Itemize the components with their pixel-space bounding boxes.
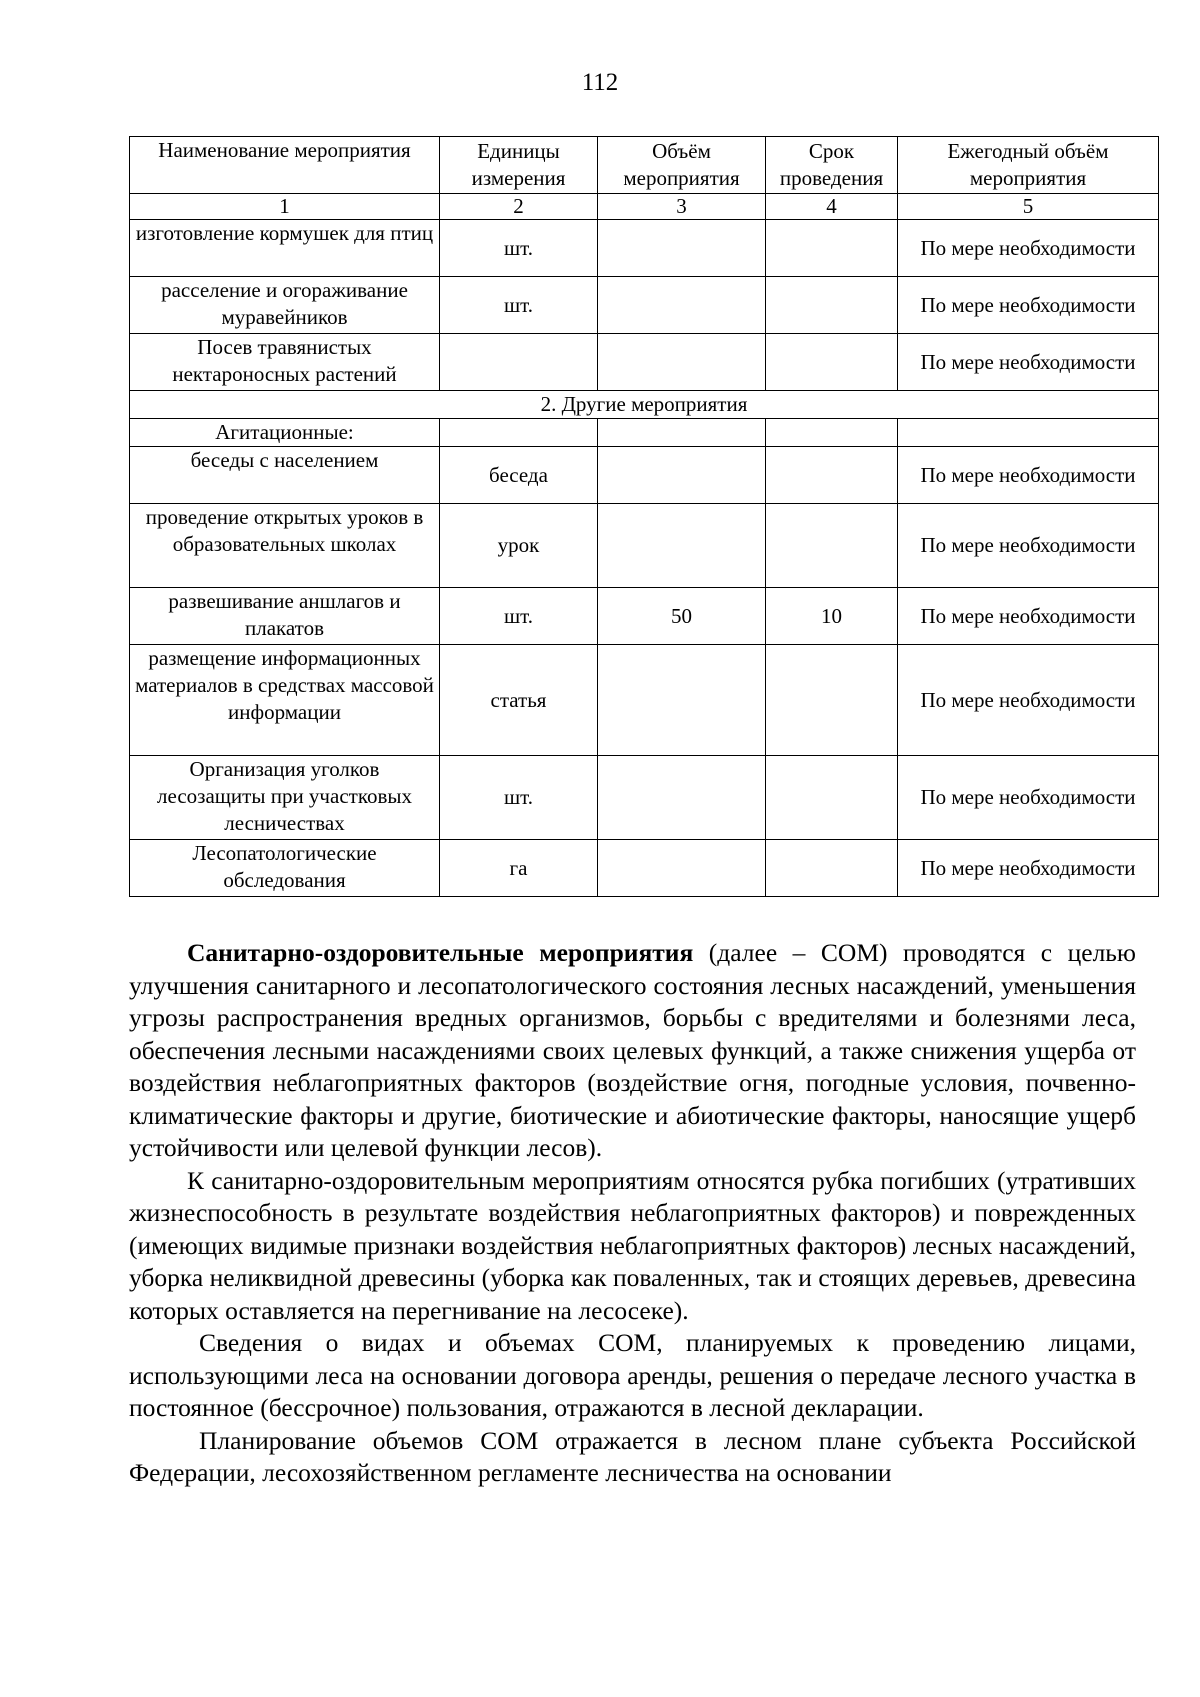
row-term	[766, 334, 898, 391]
row-volume	[598, 504, 766, 588]
table-header-row	[130, 137, 1159, 194]
row-volume	[598, 277, 766, 334]
table-row	[130, 277, 1159, 334]
row-name: проведение открытых уроков в образовательных школах	[130, 504, 440, 588]
row-term	[766, 220, 898, 277]
page-number: 112	[581, 69, 619, 96]
row-term	[766, 840, 898, 897]
row-name: Лесопатологические обследования	[130, 840, 440, 897]
section-row	[130, 391, 1159, 419]
column-numbers-row	[130, 194, 1159, 220]
table-row	[130, 588, 1159, 645]
column-number: 1	[130, 194, 440, 220]
row-annual: По мере необходимости	[898, 504, 1159, 588]
row-term	[766, 504, 898, 588]
row-name: расселение и огораживание муравейников	[130, 277, 440, 334]
paragraph-som-planning: Планирование объемов СОМ отражается в лесном плане субъекта Российской Федерации, лесохозяйственном регламенте лесничества на основании	[129, 1425, 1136, 1487]
paragraph-text: (далее – СОМ) проводятся с целью улучшения санитарного и лесопатологического состояния лесных насаждений, уменьшения угрозы распространения вредных организмов, борьбы с вредителями и болезнями леса, обеспечения лесными насаждениями своих целевых функций, а также снижения ущерба от воздействия неблагоприятных факторов (воздействие огня, погодные условия, почвенно-климатические факторы и другие, биотические и абиотические факторы, наносящие ущерб устойчивости или целевой функции лесов).	[129, 938, 1136, 1162]
table-row	[130, 447, 1159, 504]
column-number: 5	[898, 194, 1159, 220]
row-name: беседы с населением	[130, 447, 440, 504]
row-term	[766, 645, 898, 756]
row-unit: беседа	[440, 447, 598, 504]
measures-table	[129, 136, 1159, 897]
row-name: развешивание аншлагов и плакатов	[130, 588, 440, 645]
row-volume	[598, 220, 766, 277]
row-unit: шт.	[440, 220, 598, 277]
row-annual: По мере необходимости	[898, 447, 1159, 504]
bold-term: Санитарно-оздоровительные мероприятия	[187, 938, 694, 967]
table-row	[130, 419, 1159, 447]
section-title: 2. Другие мероприятия	[130, 391, 1159, 419]
row-term	[766, 419, 898, 447]
row-volume	[598, 419, 766, 447]
row-term	[766, 277, 898, 334]
row-volume	[598, 447, 766, 504]
column-number: 4	[766, 194, 898, 220]
paragraph-som-definition	[129, 937, 1136, 1165]
table-row	[130, 504, 1159, 588]
row-unit: га	[440, 840, 598, 897]
body-text	[129, 937, 1136, 1490]
row-unit	[440, 334, 598, 391]
row-annual: По мере необходимости	[898, 645, 1159, 756]
header-cell-name: Наименование мероприятия	[130, 137, 440, 194]
header-cell-term: Срок проведения	[766, 137, 898, 194]
table-row	[130, 645, 1159, 756]
table-row	[130, 220, 1159, 277]
row-term	[766, 447, 898, 504]
row-volume: 50	[598, 588, 766, 645]
row-name: Организация уголков лесозащиты при участковых лесничествах	[130, 756, 440, 840]
header-cell-annual: Ежегодный объём мероприятия	[898, 137, 1159, 194]
row-annual: По мере необходимости	[898, 220, 1159, 277]
row-annual: По мере необходимости	[898, 334, 1159, 391]
row-term: 10	[766, 588, 898, 645]
paragraph-som-declaration: Сведения о видах и объемах СОМ, планируемых к проведению лицами, использующими леса на основании договора аренды, решения о передаче лесного участка в постоянное (бессрочное) пользования, отражаются в лесной декларации.	[129, 1328, 1136, 1422]
row-term	[766, 756, 898, 840]
row-volume	[598, 334, 766, 391]
row-unit: статья	[440, 645, 598, 756]
row-annual: По мере необходимости	[898, 588, 1159, 645]
header-cell-unit: Единицы измерения	[440, 137, 598, 194]
row-annual: По мере необходимости	[898, 840, 1159, 897]
row-annual	[898, 419, 1159, 447]
row-name: размещение информационных материалов в средствах массовой информации	[130, 645, 440, 756]
table-row	[130, 756, 1159, 840]
row-volume	[598, 645, 766, 756]
header-cell-volume: Объём мероприятия	[598, 137, 766, 194]
table-row	[130, 840, 1159, 897]
row-annual: По мере необходимости	[898, 756, 1159, 840]
row-name: Агитационные:	[130, 419, 440, 447]
column-number: 3	[598, 194, 766, 220]
row-volume	[598, 756, 766, 840]
row-unit: шт.	[440, 756, 598, 840]
table-row	[130, 334, 1159, 391]
row-annual: По мере необходимости	[898, 277, 1159, 334]
column-number: 2	[440, 194, 598, 220]
row-unit: урок	[440, 504, 598, 588]
row-name: изготовление кормушек для птиц	[130, 220, 440, 277]
row-name: Посев травянистых нектароносных растений	[130, 334, 440, 391]
row-unit: шт.	[440, 588, 598, 645]
row-volume	[598, 840, 766, 897]
row-unit	[440, 419, 598, 447]
row-unit: шт.	[440, 277, 598, 334]
paragraph-som-composition: К санитарно-оздоровительным мероприятиям относятся рубка погибших (утративших жизнеспособность в результате воздействия неблагоприятных факторов) и поврежденных (имеющих видимые признаки воздействия неблагоприятных факторов) лесных насаждений, уборка неликвидной древесины (уборка как поваленных, так и стоящих деревьев, древесина которых оставляется на перегнивание на лесосеке).	[129, 1165, 1136, 1325]
